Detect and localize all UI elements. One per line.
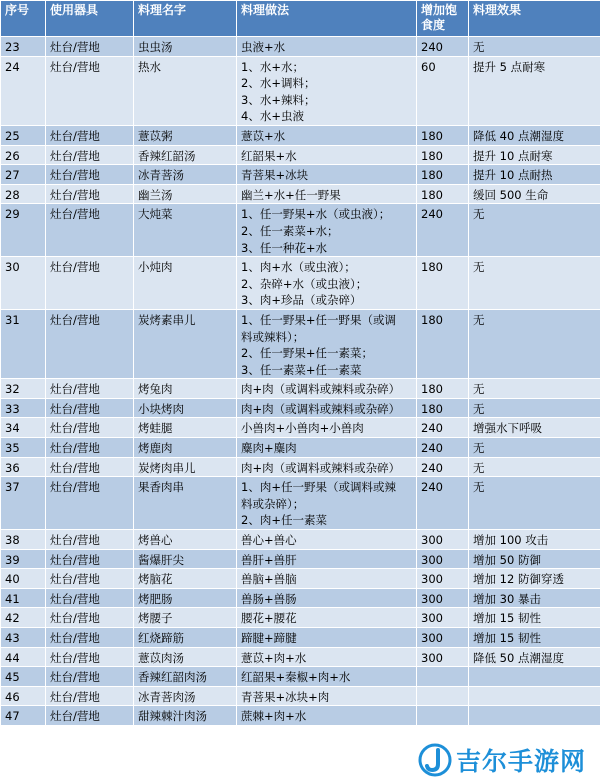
cell-hunger: 300: [417, 588, 469, 608]
method-line: 腰花+腰花: [241, 611, 297, 626]
cell-effect: 无: [469, 37, 600, 57]
method-line: 红韶果+秦椒+肉+水: [241, 670, 351, 685]
cell-name: 薏苡肉汤: [134, 647, 237, 667]
table-row: [1, 457, 600, 477]
method-line: 2、肉+任一素菜: [241, 513, 327, 528]
cell-name: 烤腰子: [134, 608, 237, 628]
cell-tool: 灶台/营地: [46, 309, 134, 378]
method-line: 2、任一素菜+水；: [241, 223, 339, 238]
method-line: 3、任一种花+水: [241, 240, 327, 255]
cell-method: [237, 647, 417, 667]
header-name: 料理名字: [134, 1, 237, 37]
cell-method: [237, 125, 417, 145]
table-row: [1, 56, 600, 125]
cell-no: 29: [1, 204, 46, 257]
cell-hunger: 180: [417, 165, 469, 185]
cell-hunger: 240: [417, 457, 469, 477]
cell-no: 44: [1, 647, 46, 667]
table-row: [1, 608, 600, 628]
cell-name: 炭烤素串儿: [134, 309, 237, 378]
cell-tool: 灶台/营地: [46, 204, 134, 257]
cell-tool: 灶台/营地: [46, 257, 134, 310]
cell-name: 小炖肉: [134, 257, 237, 310]
cell-tool: 灶台/营地: [46, 37, 134, 57]
method-line: 3、肉+珍品（或杂碎）: [241, 293, 362, 308]
method-line: 1、任一野果+任一野果（或调: [241, 312, 396, 327]
cell-no: 42: [1, 608, 46, 628]
cell-tool: 灶台/营地: [46, 549, 134, 569]
method-line: 肉+肉（或调料或辣料或杂碎）: [241, 460, 401, 475]
cell-tool: 灶台/营地: [46, 667, 134, 687]
cell-name: 小块烤肉: [134, 398, 237, 418]
cell-effect: [469, 706, 600, 726]
table-row: [1, 125, 600, 145]
cell-no: 23: [1, 37, 46, 57]
table-row: [1, 184, 600, 204]
cell-tool: 灶台/营地: [46, 608, 134, 628]
cell-name: 果香肉串: [134, 477, 237, 530]
cell-no: 35: [1, 438, 46, 458]
method-line: 4、水+虫液: [241, 109, 304, 124]
method-line: 红韶果+水: [241, 148, 297, 163]
table-row: [1, 398, 600, 418]
cell-tool: 灶台/营地: [46, 379, 134, 399]
method-line: 兽肠+兽肠: [241, 591, 297, 606]
cell-effect: 无: [469, 379, 600, 399]
header-hunger: 增加饱食度: [417, 1, 469, 37]
cell-tool: 灶台/营地: [46, 165, 134, 185]
table-row: [1, 647, 600, 667]
cell-hunger: 180: [417, 398, 469, 418]
method-line: 料或杂碎）；: [241, 496, 305, 511]
table-row: [1, 204, 600, 257]
method-line: 虫液+水: [241, 40, 286, 54]
header-no: 序号: [1, 1, 46, 37]
cell-effect: 增加 30 暴击: [469, 588, 600, 608]
cell-name: 冰青菩肉汤: [134, 686, 237, 706]
cell-hunger: 300: [417, 549, 469, 569]
cell-no: 39: [1, 549, 46, 569]
method-line: 2、杂碎+水（或虫液）；: [241, 276, 368, 291]
cell-method: [237, 628, 417, 648]
cell-hunger: [417, 706, 469, 726]
cell-tool: 灶台/营地: [46, 686, 134, 706]
method-line: 青菩果+冰块: [241, 168, 309, 183]
cell-name: 冰青菩汤: [134, 165, 237, 185]
cell-hunger: 300: [417, 647, 469, 667]
table-row: [1, 145, 600, 165]
cell-effect: 增加 15 韧性: [469, 608, 600, 628]
cell-method: [237, 165, 417, 185]
cell-no: 46: [1, 686, 46, 706]
header-method: 料理做法: [237, 1, 417, 37]
cell-effect: 降低 50 点潮湿度: [469, 647, 600, 667]
table-row: [1, 438, 600, 458]
cell-hunger: 180: [417, 309, 469, 378]
method-line: 蔗棘+肉+水: [241, 709, 307, 724]
cell-no: 30: [1, 257, 46, 310]
cell-hunger: 240: [417, 438, 469, 458]
cell-method: [237, 569, 417, 589]
cell-tool: 灶台/营地: [46, 530, 134, 550]
table-row: [1, 569, 600, 589]
cell-method: [237, 398, 417, 418]
cell-method: [237, 438, 417, 458]
cell-no: 25: [1, 125, 46, 145]
cell-no: 27: [1, 165, 46, 185]
cell-name: 薏苡粥: [134, 125, 237, 145]
cell-hunger: 180: [417, 125, 469, 145]
method-line: 肉+肉（或调料或辣料或杂碎）: [241, 382, 401, 397]
cell-method: [237, 145, 417, 165]
cell-name: 红烧蹄筋: [134, 628, 237, 648]
cell-no: 26: [1, 145, 46, 165]
cell-name: 大炖菜: [134, 204, 237, 257]
method-line: 1、肉+任一野果（或调料或辣: [241, 480, 396, 495]
cell-effect: 增加 12 防御穿透: [469, 569, 600, 589]
cell-hunger: 300: [417, 530, 469, 550]
cell-no: 40: [1, 569, 46, 589]
method-line: 幽兰+水+任一野果: [241, 187, 341, 202]
method-line: 兽心+兽心: [241, 533, 297, 548]
cell-effect: 提升 10 点耐寒: [469, 145, 600, 165]
cell-method: [237, 667, 417, 687]
table-row: [1, 706, 600, 726]
cell-effect: [469, 667, 600, 687]
cell-method: [237, 37, 417, 57]
cell-name: 香辣红韶肉汤: [134, 667, 237, 687]
j-logo-icon: [418, 743, 452, 777]
cell-tool: 灶台/营地: [46, 418, 134, 438]
cell-method: [237, 477, 417, 530]
cell-effect: 无: [469, 309, 600, 378]
cell-name: 虫虫汤: [134, 37, 237, 57]
cell-method: [237, 549, 417, 569]
cell-effect: 无: [469, 257, 600, 310]
cell-effect: 缓回 500 生命: [469, 184, 600, 204]
cell-tool: 灶台/营地: [46, 184, 134, 204]
table-row: [1, 257, 600, 310]
header-row: [1, 1, 600, 37]
cell-no: 37: [1, 477, 46, 530]
watermark-text: 吉尔手游网: [455, 747, 586, 776]
cell-hunger: 180: [417, 257, 469, 310]
method-line: 2、任一野果+任一素菜；: [241, 346, 373, 361]
cell-effect: 无: [469, 398, 600, 418]
cell-no: 36: [1, 457, 46, 477]
cell-no: 24: [1, 56, 46, 125]
method-line: 兽肝+兽肝: [241, 552, 297, 567]
cell-hunger: 180: [417, 145, 469, 165]
method-line: 1、肉+水（或虫液）；: [241, 260, 356, 275]
table-row: [1, 588, 600, 608]
cell-method: [237, 257, 417, 310]
cell-method: [237, 608, 417, 628]
cell-no: 38: [1, 530, 46, 550]
cell-name: 酱爆肝尖: [134, 549, 237, 569]
cell-method: [237, 204, 417, 257]
cell-hunger: 60: [417, 56, 469, 125]
table-row: [1, 165, 600, 185]
cell-effect: 增强水下呼吸: [469, 418, 600, 438]
header-effect: 料理效果: [469, 1, 600, 37]
cell-hunger: [417, 686, 469, 706]
cell-name: 烤脑花: [134, 569, 237, 589]
cell-hunger: 240: [417, 418, 469, 438]
cell-effect: 降低 40 点潮湿度: [469, 125, 600, 145]
cell-effect: 无: [469, 438, 600, 458]
cell-method: [237, 457, 417, 477]
cell-name: 烤蛙腿: [134, 418, 237, 438]
table-row: [1, 549, 600, 569]
cell-method: [237, 56, 417, 125]
method-line: 薏苡+肉+水: [241, 650, 307, 665]
cell-no: 34: [1, 418, 46, 438]
table-row: [1, 530, 600, 550]
cell-effect: 无: [469, 204, 600, 257]
cell-hunger: 300: [417, 628, 469, 648]
cell-method: [237, 379, 417, 399]
cell-method: [237, 418, 417, 438]
cell-effect: 无: [469, 477, 600, 530]
cell-name: 甜辣棘汁肉汤: [134, 706, 237, 726]
cell-method: [237, 706, 417, 726]
table-row: [1, 379, 600, 399]
method-line: 兽脑+兽脑: [241, 572, 297, 587]
cell-effect: 增加 100 攻击: [469, 530, 600, 550]
cell-no: 28: [1, 184, 46, 204]
method-line: 3、任一素菜+任一素菜: [241, 362, 362, 377]
cell-name: 烤鹿肉: [134, 438, 237, 458]
cell-name: 烤兔肉: [134, 379, 237, 399]
cell-no: 31: [1, 309, 46, 378]
header-tool: 使用器具: [46, 1, 134, 37]
cell-name: 香辣红韶汤: [134, 145, 237, 165]
method-line: 料或辣料）；: [241, 329, 305, 344]
table-row: [1, 418, 600, 438]
cell-effect: 增加 50 防御: [469, 549, 600, 569]
method-line: 小兽肉+小兽肉+小兽肉: [241, 421, 364, 436]
cell-method: [237, 184, 417, 204]
cell-tool: 灶台/营地: [46, 647, 134, 667]
cell-hunger: 180: [417, 379, 469, 399]
table-row: [1, 309, 600, 378]
cell-effect: [469, 686, 600, 706]
cell-tool: 灶台/营地: [46, 628, 134, 648]
cell-method: [237, 530, 417, 550]
cell-effect: 增加 15 韧性: [469, 628, 600, 648]
method-line: 麋肉+麋肉: [241, 441, 297, 456]
cell-hunger: 240: [417, 37, 469, 57]
method-line: 1、任一野果+水（或虫液）；: [241, 207, 391, 222]
cell-tool: 灶台/营地: [46, 398, 134, 418]
cell-effect: 无: [469, 457, 600, 477]
cell-method: [237, 588, 417, 608]
cell-name: 烤肥肠: [134, 588, 237, 608]
cell-no: 43: [1, 628, 46, 648]
cell-hunger: 240: [417, 477, 469, 530]
cell-no: 33: [1, 398, 46, 418]
cell-no: 41: [1, 588, 46, 608]
method-line: 1、水+水；: [241, 59, 304, 74]
method-line: 3、水+辣料；: [241, 92, 316, 107]
cell-hunger: [417, 667, 469, 687]
watermark-logo: [414, 740, 594, 780]
cell-hunger: 240: [417, 204, 469, 257]
cell-name: 热水: [134, 56, 237, 125]
table-row: [1, 667, 600, 687]
method-line: 青菩果+冰块+肉: [241, 689, 330, 704]
method-line: 薏苡+水: [241, 128, 286, 143]
cell-effect: 提升 5 点耐寒: [469, 56, 600, 125]
cell-effect: 提升 10 点耐热: [469, 165, 600, 185]
method-line: 蹄腱+蹄腱: [241, 631, 297, 645]
cell-hunger: 300: [417, 569, 469, 589]
cell-method: [237, 686, 417, 706]
cell-tool: 灶台/营地: [46, 588, 134, 608]
cell-tool: 灶台/营地: [46, 125, 134, 145]
cell-method: [237, 309, 417, 378]
method-line: 肉+肉（或调料或辣料或杂碎）: [241, 401, 401, 416]
cell-tool: 灶台/营地: [46, 569, 134, 589]
cell-tool: 灶台/营地: [46, 457, 134, 477]
cell-no: 47: [1, 706, 46, 726]
cell-no: 45: [1, 667, 46, 687]
cell-name: 炭烤肉串儿: [134, 457, 237, 477]
cell-tool: 灶台/营地: [46, 706, 134, 726]
table-row: [1, 628, 600, 648]
cell-tool: 灶台/营地: [46, 56, 134, 125]
cell-name: 烤兽心: [134, 530, 237, 550]
cell-name: 幽兰汤: [134, 184, 237, 204]
cell-hunger: 300: [417, 608, 469, 628]
cell-tool: 灶台/营地: [46, 145, 134, 165]
table-row: [1, 477, 600, 530]
cell-no: 32: [1, 379, 46, 399]
table-row: [1, 686, 600, 706]
cell-tool: 灶台/营地: [46, 438, 134, 458]
table-body: [1, 37, 600, 726]
cell-tool: 灶台/营地: [46, 477, 134, 530]
cell-hunger: 180: [417, 184, 469, 204]
table-row: [1, 37, 600, 57]
method-line: 2、水+调料；: [241, 76, 316, 91]
